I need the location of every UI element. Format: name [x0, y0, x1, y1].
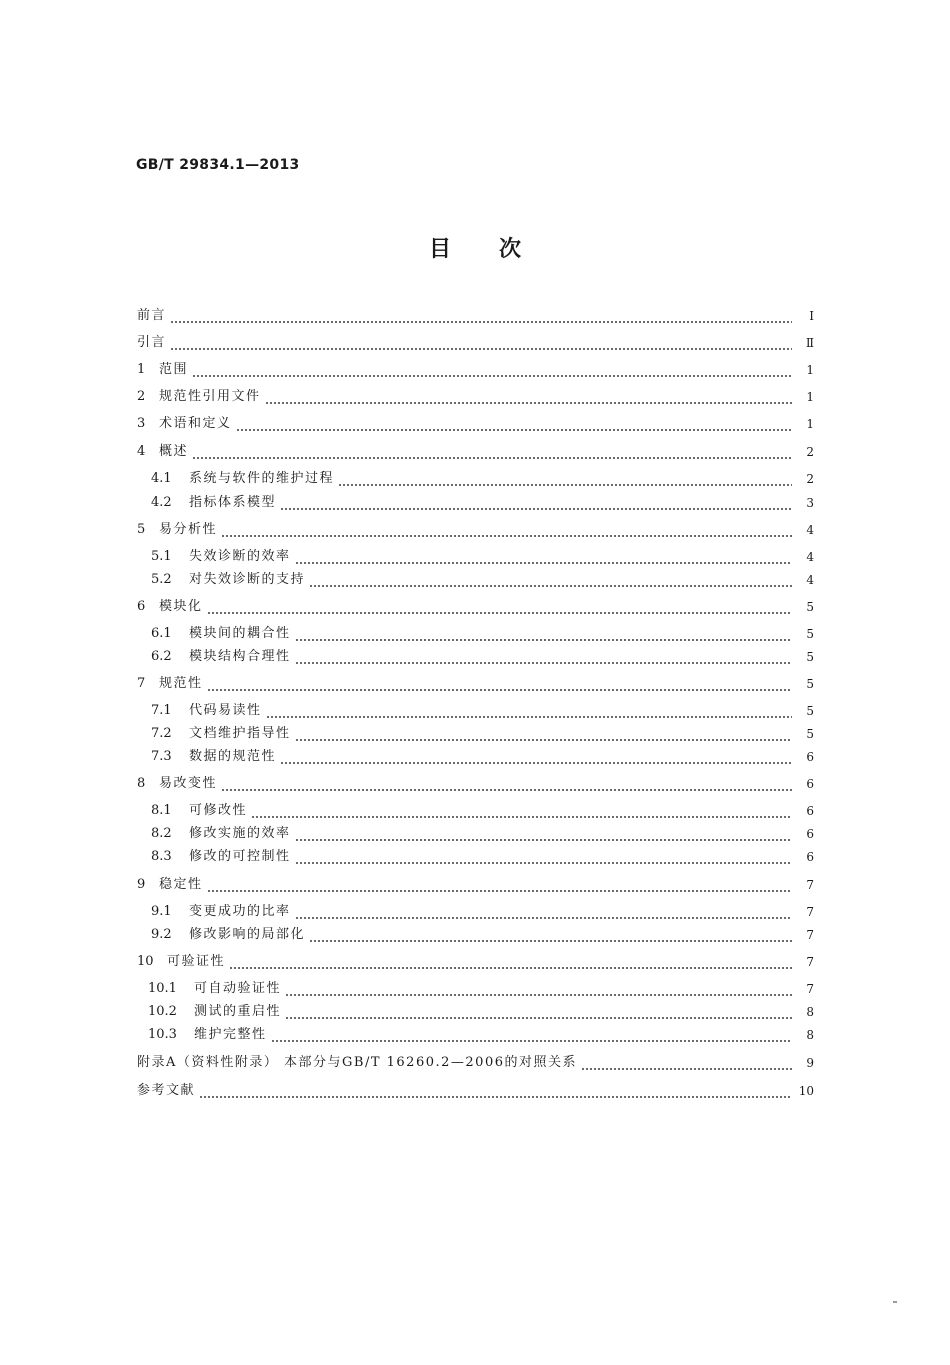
scan-mark — [893, 1301, 897, 1303]
toc-entry-text: 变更成功的比率 — [189, 904, 291, 919]
toc-entry-label — [148, 1001, 285, 1023]
toc-entry-number: 9.1 — [151, 904, 172, 919]
dot-leader — [192, 359, 792, 381]
toc-entry-text: 修改的可控制性 — [189, 849, 291, 864]
toc-entry-page: 8 — [806, 1028, 814, 1042]
dot-leader — [309, 569, 792, 591]
toc-entry-number: 5.1 — [151, 549, 172, 564]
toc-entry-page: 8 — [806, 1005, 814, 1019]
toc-entry-page: Ⅱ — [805, 336, 814, 350]
toc-entry-text: 修改影响的局部化 — [189, 927, 306, 942]
dot-leader — [271, 1024, 792, 1046]
toc-entry-number: 3 — [137, 416, 146, 431]
toc-entry-number: 7.3 — [151, 749, 172, 764]
toc-entry-number: 4.1 — [151, 471, 172, 486]
dot-leader — [295, 723, 792, 745]
dot-leader — [207, 874, 792, 896]
toc-entry-label — [151, 646, 295, 668]
toc-entry-number: 10 — [137, 954, 154, 969]
dot-leader — [280, 746, 792, 768]
dot-leader — [295, 901, 792, 923]
toc-entry-number: 8.1 — [151, 803, 172, 818]
toc-entry[interactable] — [151, 823, 814, 845]
toc-entry-label — [137, 596, 207, 618]
toc-entry-page: 6 — [806, 827, 814, 841]
toc-entry-number: 6 — [137, 599, 146, 614]
toc-entry-number: 7 — [137, 676, 146, 691]
toc-entry-label — [137, 1052, 581, 1074]
toc-entry-label — [151, 746, 280, 768]
toc-entry[interactable] — [151, 700, 814, 722]
dot-leader — [236, 413, 792, 435]
toc-entry[interactable] — [151, 746, 814, 768]
toc-entry-text: 引言 — [137, 335, 167, 350]
dot-leader — [221, 519, 792, 541]
toc-entry[interactable] — [151, 846, 814, 868]
toc-entry-number: 4 — [137, 444, 146, 459]
toc-entry-label — [151, 846, 295, 868]
toc-entry-page: 4 — [806, 573, 814, 587]
toc-entry-page: 3 — [806, 496, 814, 510]
toc-entry-number: 10.2 — [148, 1004, 177, 1019]
toc-entry-text: 前言 — [137, 308, 167, 323]
toc-entry-text: 易改变性 — [159, 776, 218, 791]
toc-entry[interactable] — [137, 332, 814, 354]
toc-entry-page: 5 — [806, 600, 814, 614]
toc-entry-text: 术语和定义 — [159, 416, 232, 431]
toc-entry-text: 参考文献 — [137, 1083, 196, 1098]
toc-entry-page: 6 — [806, 777, 814, 791]
toc-entry-text: 对失效诊断的支持 — [189, 572, 306, 587]
toc-entry-label — [137, 386, 265, 408]
toc-entry-text: 范围 — [159, 362, 189, 377]
toc-entry-number: 8 — [137, 776, 146, 791]
toc-entry-number: 9 — [137, 877, 146, 892]
toc-entry-label — [137, 519, 221, 541]
toc-entry-page: 7 — [806, 982, 814, 996]
toc-entry-page: 5 — [806, 627, 814, 641]
toc-entry[interactable] — [137, 413, 814, 435]
toc-entry[interactable] — [137, 519, 814, 541]
toc-entry[interactable] — [137, 386, 814, 408]
toc-entry-label — [137, 359, 192, 381]
dot-leader — [170, 305, 792, 327]
toc-entry-text: 可自动验证性 — [194, 981, 282, 996]
toc-entry[interactable] — [137, 596, 814, 618]
dot-leader — [207, 596, 792, 618]
toc-entry[interactable] — [151, 723, 814, 745]
toc-entry-page: 9 — [806, 1056, 814, 1070]
toc-entry-page: 5 — [806, 677, 814, 691]
toc-entry-text: 指标体系模型 — [189, 495, 277, 510]
toc-entry-number: 7.1 — [151, 703, 172, 718]
toc-entry-label — [151, 492, 280, 514]
dot-leader — [285, 1001, 792, 1023]
toc-entry[interactable] — [151, 569, 814, 591]
toc-entry-label — [151, 623, 295, 645]
dot-leader — [295, 846, 792, 868]
toc-entry-page: 7 — [806, 905, 814, 919]
toc-entry-label — [137, 673, 207, 695]
toc-entry[interactable] — [137, 1052, 814, 1074]
toc-entry-page: 4 — [806, 523, 814, 537]
dot-leader — [199, 1080, 792, 1102]
toc-entry-number: 9.2 — [151, 927, 172, 942]
toc-entry[interactable] — [151, 546, 814, 568]
toc-entry[interactable] — [151, 901, 814, 923]
toc-entry[interactable] — [148, 1001, 814, 1023]
dot-leader — [295, 546, 792, 568]
toc-entry-text: 规范性 — [159, 676, 203, 691]
toc-entry[interactable] — [137, 441, 814, 463]
toc-entry-label — [137, 773, 221, 795]
toc-entry-number: 1 — [137, 362, 146, 377]
toc-entry-text: 修改实施的效率 — [189, 826, 291, 841]
toc-entry[interactable] — [137, 874, 814, 896]
toc-entry-page: 4 — [806, 550, 814, 564]
toc-entry-text: 数据的规范性 — [189, 749, 277, 764]
toc-entry-label — [151, 569, 309, 591]
toc-entry-label — [137, 413, 236, 435]
toc-entry-label — [151, 468, 338, 490]
toc-entry-text: 稳定性 — [159, 877, 203, 892]
toc-entry[interactable] — [151, 646, 814, 668]
toc-entry-label — [137, 1080, 199, 1102]
toc-entry-text: 模块结构合理性 — [189, 649, 291, 664]
toc-entry-label — [151, 901, 295, 923]
toc-entry-page: 7 — [806, 955, 814, 969]
dot-leader — [295, 823, 792, 845]
dot-leader — [581, 1052, 792, 1074]
toc-entry-page: 5 — [806, 704, 814, 718]
dot-leader — [229, 951, 792, 973]
toc-entry-label — [151, 723, 295, 745]
toc-entry-page: 7 — [806, 878, 814, 892]
toc-entry[interactable] — [148, 978, 814, 1000]
toc-entry-number: 5.2 — [151, 572, 172, 587]
toc-entry[interactable] — [151, 492, 814, 514]
toc-entry-label — [137, 441, 192, 463]
toc-entry-text: 规范性引用文件 — [159, 389, 261, 404]
document-code: GB/T 29834.1—2013 — [136, 157, 300, 173]
dot-leader — [265, 386, 792, 408]
dot-leader — [207, 673, 792, 695]
toc-entry-page: 2 — [806, 445, 814, 459]
toc-entry-label — [137, 305, 170, 327]
toc-entry[interactable] — [137, 305, 814, 327]
toc-entry-text: 代码易读性 — [189, 703, 262, 718]
toc-entry-number: 8.2 — [151, 826, 172, 841]
dot-leader — [338, 468, 792, 490]
dot-leader — [221, 773, 792, 795]
toc-entry-page: 6 — [806, 804, 814, 818]
dot-leader — [285, 978, 792, 1000]
toc-entry-text: 维护完整性 — [194, 1027, 267, 1042]
toc-entry-label — [148, 1024, 271, 1046]
dot-leader — [192, 441, 792, 463]
toc-entry-page: 6 — [806, 850, 814, 864]
toc-entry[interactable] — [151, 468, 814, 490]
toc-entry-text: 系统与软件的维护过程 — [189, 471, 335, 486]
toc-entry-page: 7 — [806, 928, 814, 942]
toc-entry-page: 2 — [806, 472, 814, 486]
toc-entry-number: 7.2 — [151, 726, 172, 741]
toc-entry-number: 4.2 — [151, 495, 172, 510]
toc-entry-number: 5 — [137, 522, 146, 537]
toc-entry-page: 1 — [806, 363, 814, 377]
dot-leader — [295, 646, 792, 668]
toc-entry-text: 失效诊断的效率 — [189, 549, 291, 564]
toc-entry-text: 易分析性 — [159, 522, 218, 537]
toc-entry-page: 5 — [806, 650, 814, 664]
toc-entry[interactable] — [148, 1024, 814, 1046]
page-title: 目次 — [428, 237, 569, 262]
toc-entry-text: 模块化 — [159, 599, 203, 614]
toc-entry-number: 6.2 — [151, 649, 172, 664]
toc-entry-label — [151, 924, 309, 946]
toc-entry[interactable] — [137, 1080, 814, 1102]
dot-leader — [295, 623, 792, 645]
toc-entry-page: 1 — [806, 417, 814, 431]
dot-leader — [280, 492, 792, 514]
toc-entry[interactable] — [137, 359, 814, 381]
toc-entry-number: 8.3 — [151, 849, 172, 864]
dot-leader — [266, 700, 792, 722]
toc-entry-text: 可修改性 — [189, 803, 248, 818]
toc-entry-number: 10.3 — [148, 1027, 177, 1042]
toc-entry-text: 文档维护指导性 — [189, 726, 291, 741]
toc-entry-label — [151, 546, 295, 568]
toc-entry-text: 附录A（资料性附录） 本部分与GB/T 16260.2—2006的对照关系 — [137, 1055, 577, 1070]
toc-entry[interactable] — [151, 924, 814, 946]
toc-entry-label — [151, 800, 251, 822]
toc-entry-page: 10 — [798, 1084, 814, 1098]
toc-entry-text: 概述 — [159, 444, 189, 459]
toc-entry[interactable] — [137, 951, 814, 973]
toc-entry-label — [137, 951, 229, 973]
toc-entry-page: 1 — [806, 390, 814, 404]
toc-entry-number: 2 — [137, 389, 146, 404]
toc-entry-label — [151, 823, 295, 845]
toc-entry-page: Ⅰ — [809, 309, 814, 323]
toc-entry[interactable] — [137, 673, 814, 695]
toc-entry-label — [137, 874, 207, 896]
toc-entry[interactable] — [137, 773, 814, 795]
toc-entry-number: 6.1 — [151, 626, 172, 641]
toc-entry-text: 可验证性 — [167, 954, 226, 969]
toc-entry-label — [148, 978, 285, 1000]
dot-leader — [309, 924, 792, 946]
toc-entry[interactable] — [151, 800, 814, 822]
toc-entry[interactable] — [151, 623, 814, 645]
toc-entry-page: 6 — [806, 750, 814, 764]
toc-entry-text: 测试的重启性 — [194, 1004, 282, 1019]
toc-entry-number: 10.1 — [148, 981, 177, 996]
toc-entry-page: 5 — [806, 727, 814, 741]
dot-leader — [170, 332, 792, 354]
dot-leader — [251, 800, 792, 822]
toc-entry-text: 模块间的耦合性 — [189, 626, 291, 641]
toc-entry-label — [151, 700, 266, 722]
toc-entry-label — [137, 332, 170, 354]
